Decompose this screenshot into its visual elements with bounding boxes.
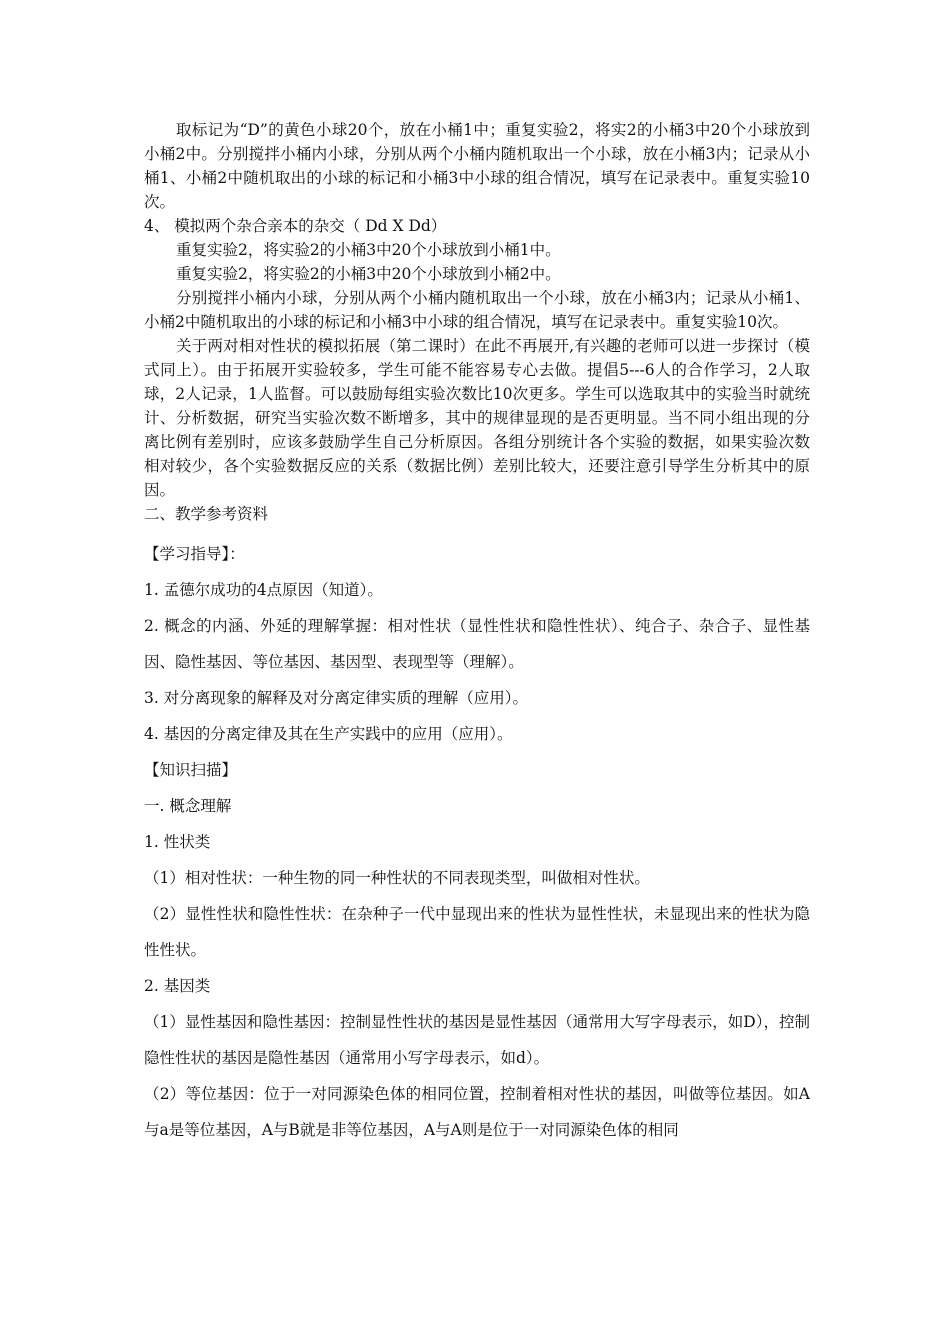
gene-item-2: （2）等位基因：位于一对同源染色体的相同位置，控制着相对性状的基因，叫做等位基因。如A与a是等位基因，A与B就是非等位基因，A与A则是位于一对同源染色体的相同: [144, 1085, 810, 1139]
trait-item-1: （1）相对性状：一种生物的同一种性状的不同表现类型，叫做相对性状。: [144, 869, 650, 887]
heading-study-guide: 【学习指导】：: [144, 545, 245, 563]
heading-concept: 一. 概念理解: [144, 797, 232, 815]
guide-item-1: 1. 孟德尔成功的4点原因（知道）。: [144, 581, 383, 599]
section-heading-reference: 二、教学参考资料: [144, 505, 269, 523]
paragraph-experiment-3-cont: 取标记为“D”的黄色小球20个，放在小桶1中；重复实验2，将实2的小桶3中20个小球放到小桶2中。分别搅拌小桶内小球，分别从两个小桶内随机取出一个小球，放在小桶3内；记录从小桶1、小桶2中随机取出的小球的标记和小桶3中小球的组合情况，填写在记录表中。重复实验10次。: [144, 121, 810, 211]
heading-genes: 2. 基因类: [144, 977, 211, 995]
heading-knowledge-scan: 【知识扫描】: [144, 761, 238, 779]
paragraph-repeat-2: 重复实验2，将实验2的小桶3中20个小球放到小桶2中。: [176, 265, 561, 283]
gene-item-1: （1）显性基因和隐性基因：控制显性性状的基因是显性基因（通常用大写字母表示，如D），控制隐性性状的基因是隐性基因（通常用小写字母表示，如d）。: [144, 1013, 810, 1067]
heading-traits: 1. 性状类: [144, 833, 211, 851]
paragraph-stir-record: 分别搅拌小桶内小球，分别从两个小桶内随机取出一个小球，放在小桶3内；记录从小桶1、小桶2中随机取出的小球的标记和小桶3中小球的组合情况，填写在记录表中。重复实验10次。: [144, 289, 810, 331]
document-body: [144, 118, 810, 1148]
trait-item-2: （2）显性性状和隐性性状：在杂种子一代中显现出来的性状为显性性状，未显现出来的性状为隐性性状。: [144, 905, 810, 959]
item-4-heading: 4、 模拟两个杂合亲本的杂交（ Dd X Dd）: [144, 217, 447, 235]
guide-item-2: 2. 概念的内涵、外延的理解掌握：相对性状（显性性状和隐性性状）、纯合子、杂合子、显性基因、隐性基因、等位基因、基因型、表现型等（理解）。: [144, 617, 810, 671]
guide-item-3: 3. 对分离现象的解释及对分离定律实质的理解（应用）。: [144, 689, 528, 707]
paragraph-repeat-1: 重复实验2，将实验2的小桶3中20个小球放到小桶1中。: [176, 241, 561, 259]
paragraph-extension: 关于两对相对性状的模拟拓展（第二课时）在此不再展开,有兴趣的老师可以进一步探讨（模式同上）。由于拓展开实验较多，学生可能不能容易专心去做。提倡5---6人的合作学习，2人取球，2人记录，1人监督。可以鼓励每组实验次数比10次更多。学生可以选取其中的实验当时就统计、分析数据，研究当实验次数不断增多，其中的规律显现的是否更明显。当不同小组出现的分离比例有差别时，应该多鼓励学生自己分析原因。各组分别统计各个实验的数据，如果实验次数相对较少，各个实验数据反应的关系（数据比例）差别比较大，还要注意引导学生分析其中的原因。: [144, 337, 810, 499]
guide-item-4: 4. 基因的分离定律及其在生产实践中的应用（应用）。: [144, 725, 513, 743]
